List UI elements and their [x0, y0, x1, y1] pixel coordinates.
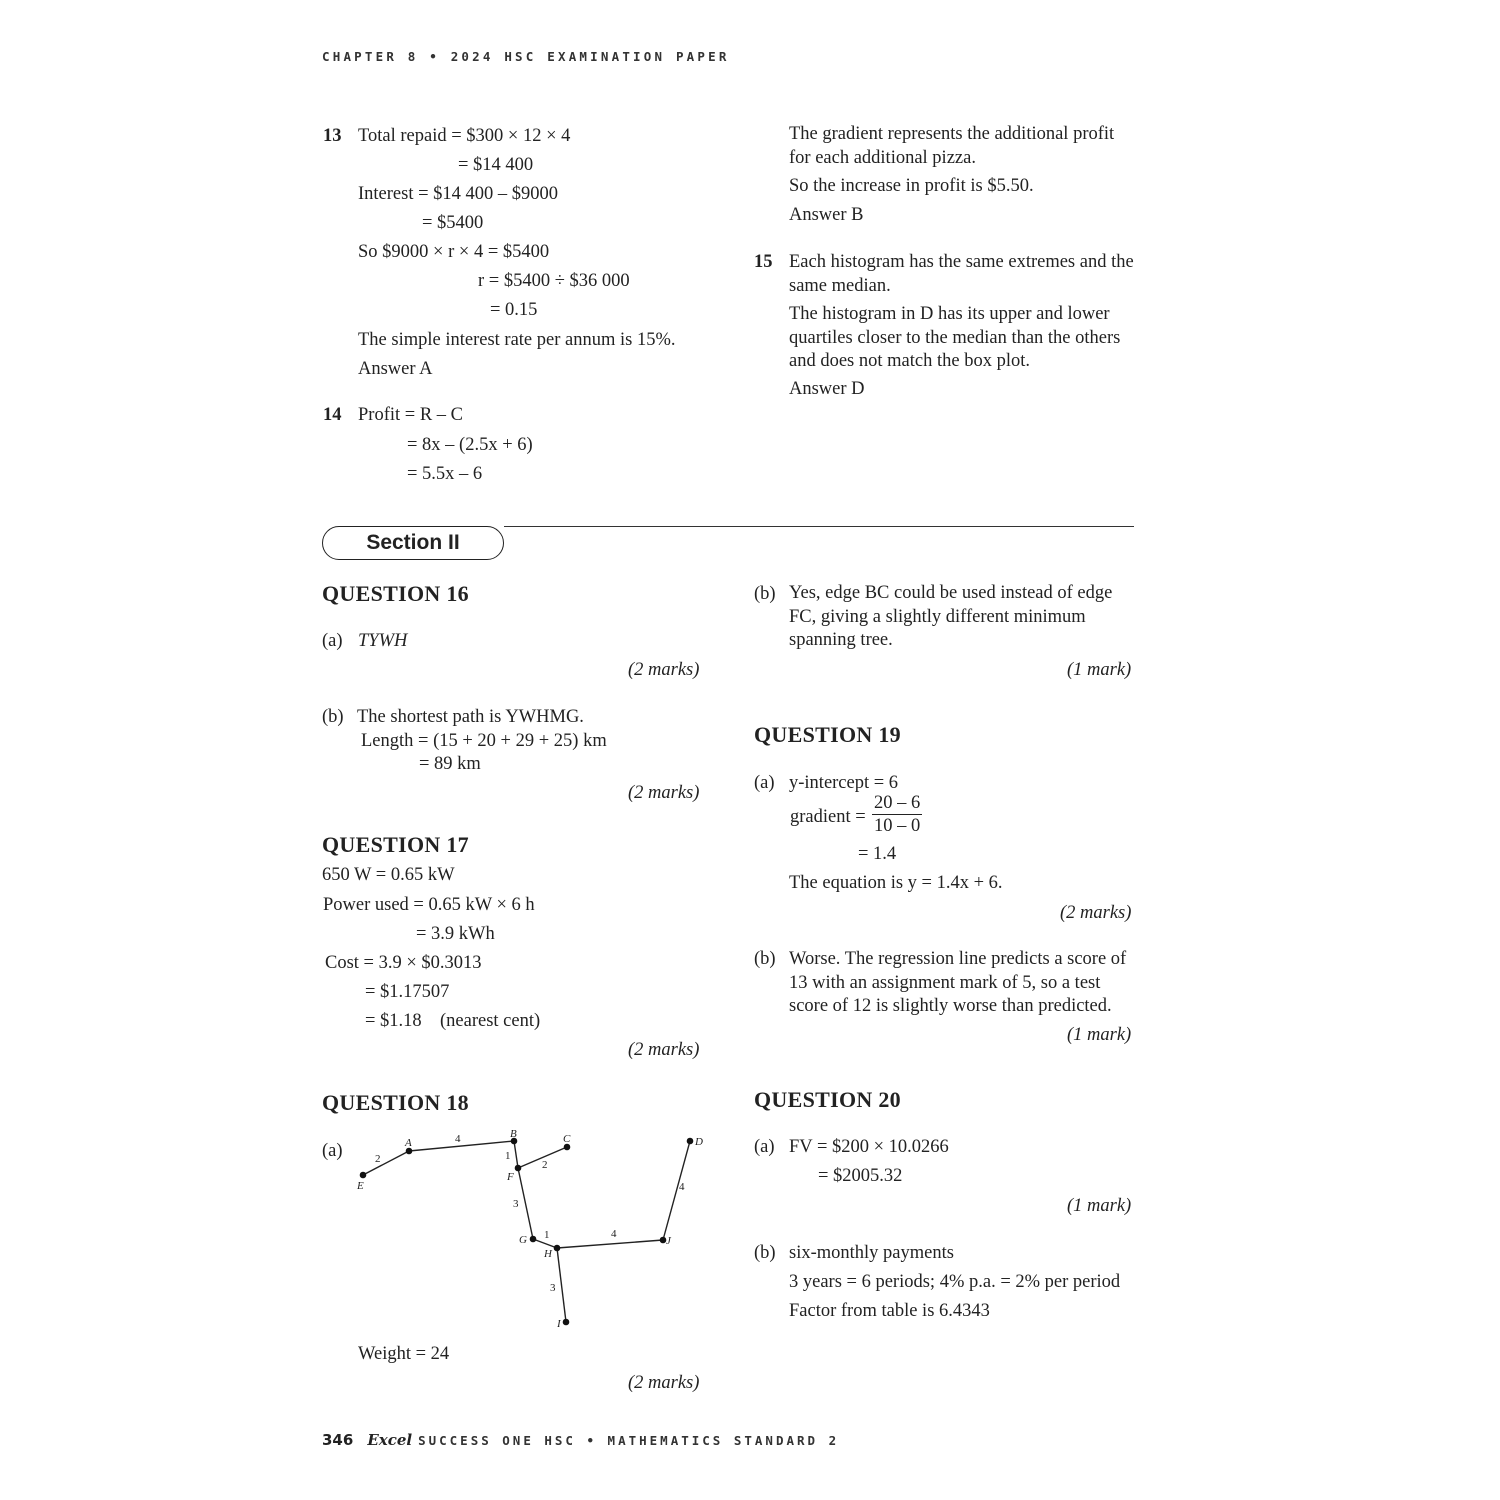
- q16b-line: The shortest path is YWHMG.: [357, 707, 584, 727]
- vertex-label: D: [695, 1136, 703, 1148]
- q17-line: 650 W = 0.65 kW: [322, 865, 455, 885]
- q13-line: = $14 400: [458, 155, 534, 175]
- q18-weight: Weight = 24: [358, 1344, 450, 1364]
- edge-weight: 4: [611, 1228, 617, 1240]
- q14-profit-increase: So the increase in profit is $5.50.: [789, 176, 1034, 196]
- q20a-marks: (1 mark): [1067, 1196, 1132, 1216]
- q19a-marks: (2 marks): [1060, 903, 1132, 923]
- question-18-heading: QUESTION 18: [322, 1090, 469, 1115]
- vertex-label: E: [357, 1180, 364, 1192]
- q16b-label: (b): [322, 707, 344, 727]
- q19a-equation: The equation is y = 1.4x + 6.: [789, 873, 1003, 893]
- page-footer: [322, 1431, 839, 1450]
- book-title: SUCCESS ONE HSC • MATHEMATICS STANDARD 2: [418, 1433, 840, 1448]
- edge-EA: [363, 1151, 409, 1175]
- q13-line: Answer A: [358, 359, 433, 379]
- vertex-G: [530, 1236, 537, 1243]
- vertex-I: [563, 1319, 570, 1326]
- q15-answer: Answer D: [789, 379, 865, 399]
- q18b-marks: (1 mark): [1067, 660, 1132, 680]
- edge-HI: [557, 1248, 566, 1322]
- q16a-label: (a): [322, 631, 343, 651]
- running-head: CHAPTER 8 • 2024 HSC EXAMINATION PAPER: [322, 49, 730, 64]
- q17-line: (nearest cent): [440, 1011, 541, 1031]
- vertex-E: [360, 1172, 367, 1179]
- q16a-marks: (2 marks): [628, 660, 700, 680]
- edge-weight: 1: [544, 1229, 550, 1241]
- q19b-marks: (1 mark): [1067, 1025, 1132, 1045]
- vertex-label: H: [544, 1248, 552, 1260]
- q20b-line: six-monthly payments: [789, 1243, 954, 1263]
- edge-JD: [663, 1141, 690, 1240]
- page-number: 346: [322, 1431, 354, 1449]
- question-20-heading: QUESTION 20: [754, 1087, 901, 1112]
- q19b-text: Worse. The regression line predicts a score of 13 with an assignment mark of 5, so a test score of 12 is slightly worse than predicted.: [789, 949, 1127, 1016]
- q18a-label: (a): [322, 1141, 343, 1161]
- q17-line: = $1.17507: [365, 982, 450, 1002]
- q19a-gradient-value: = 1.4: [858, 844, 897, 864]
- q17-line: Cost = 3.9 × $0.3013: [325, 953, 482, 973]
- q13-line: r = $5400 ÷ $36 000: [478, 271, 630, 291]
- q16b-marks: (2 marks): [628, 783, 700, 803]
- q13-line: The simple interest rate per annum is 15%.: [358, 330, 676, 350]
- q16b-line: Length = (15 + 20 + 29 + 25) km: [361, 731, 607, 751]
- edge-weight: 2: [542, 1159, 548, 1171]
- q17-line: = 3.9 kWh: [416, 924, 495, 944]
- q15-line: Each histogram has the same extremes and the same median.: [789, 252, 1134, 296]
- q17-marks: (2 marks): [628, 1040, 700, 1060]
- q13-line: So $9000 × r × 4 = $5400: [358, 242, 550, 262]
- edge-weight: 3: [513, 1198, 519, 1210]
- q16a-answer: TYWH: [358, 631, 408, 651]
- q20a-line: FV = $200 × 10.0266: [789, 1137, 949, 1157]
- q19b-label: (b): [754, 949, 776, 969]
- brand-name: Excel: [367, 1431, 413, 1449]
- edge-BF: [514, 1141, 518, 1168]
- fraction-numerator: 20 – 6: [874, 793, 921, 813]
- vertex-label: J: [666, 1235, 671, 1247]
- q14-line: = 8x – (2.5x + 6): [407, 435, 533, 455]
- q19a-intercept: y-intercept = 6: [789, 773, 899, 793]
- edge-weight: 3: [550, 1282, 556, 1294]
- vertex-label: B: [510, 1128, 517, 1140]
- edge-AB: [409, 1141, 514, 1151]
- section-title: Section II: [322, 526, 504, 560]
- q19a-gradient-label: gradient =: [790, 807, 866, 827]
- q14-answer: Answer B: [789, 205, 864, 225]
- edge-FG: [518, 1168, 533, 1239]
- vertex-D: [687, 1138, 694, 1145]
- q15-line: The histogram in D has its upper and lower quartiles closer to the median than the others and does not match the box plot.: [789, 304, 1121, 371]
- q20b-line: 3 years = 6 periods; 4% p.a. = 2% per period: [789, 1272, 1121, 1292]
- question-19-heading: QUESTION 19: [754, 722, 901, 747]
- q15-number: 15: [754, 252, 773, 272]
- q18b-label: (b): [754, 584, 776, 604]
- q14-line: Profit = R – C: [358, 405, 464, 425]
- vertex-label: G: [519, 1234, 527, 1246]
- fraction-denominator: 10 – 0: [874, 816, 921, 836]
- vertex-label: I: [557, 1318, 561, 1330]
- q20a-label: (a): [754, 1137, 775, 1157]
- vertex-label: F: [507, 1171, 514, 1183]
- vertex-H: [554, 1245, 561, 1252]
- edge-weight: 4: [455, 1133, 461, 1145]
- q18a-marks: (2 marks): [628, 1373, 700, 1393]
- q13-line: = 0.15: [490, 300, 538, 320]
- edge-weight: 1: [505, 1150, 511, 1162]
- q13-line: Interest = $14 400 – $9000: [358, 184, 559, 204]
- question-17-heading: QUESTION 17: [322, 832, 469, 857]
- q18b-text: Yes, edge BC could be used instead of edge FC, giving a slightly different minimum spanning tree.: [789, 583, 1113, 650]
- edge-HJ: [557, 1240, 663, 1248]
- q20b-line: Factor from table is 6.4343: [789, 1301, 990, 1321]
- q14-gradient-note: The gradient represents the additional profit for each additional pizza.: [789, 124, 1115, 168]
- vertex-label: A: [405, 1137, 412, 1149]
- vertex-F: [515, 1165, 522, 1172]
- q13-line: Total repaid = $300 × 12 × 4: [358, 126, 571, 146]
- q13-number: 13: [323, 126, 342, 146]
- q14-line: = 5.5x – 6: [407, 464, 483, 484]
- q19a-gradient-fraction: [872, 792, 922, 837]
- q17-line: Power used = 0.65 kW × 6 h: [323, 895, 535, 915]
- q16b-line: = 89 km: [419, 754, 481, 774]
- vertex-label: C: [563, 1133, 571, 1145]
- edge-weight: 2: [375, 1153, 381, 1165]
- q20b-label: (b): [754, 1243, 776, 1263]
- q20a-line: = $2005.32: [818, 1166, 903, 1186]
- q17-line: = $1.18: [365, 1011, 422, 1031]
- q14-number: 14: [323, 405, 342, 425]
- q19a-label: (a): [754, 773, 775, 793]
- q13-line: = $5400: [422, 213, 484, 233]
- question-16-heading: QUESTION 16: [322, 581, 469, 606]
- edge-weight: 4: [679, 1181, 685, 1193]
